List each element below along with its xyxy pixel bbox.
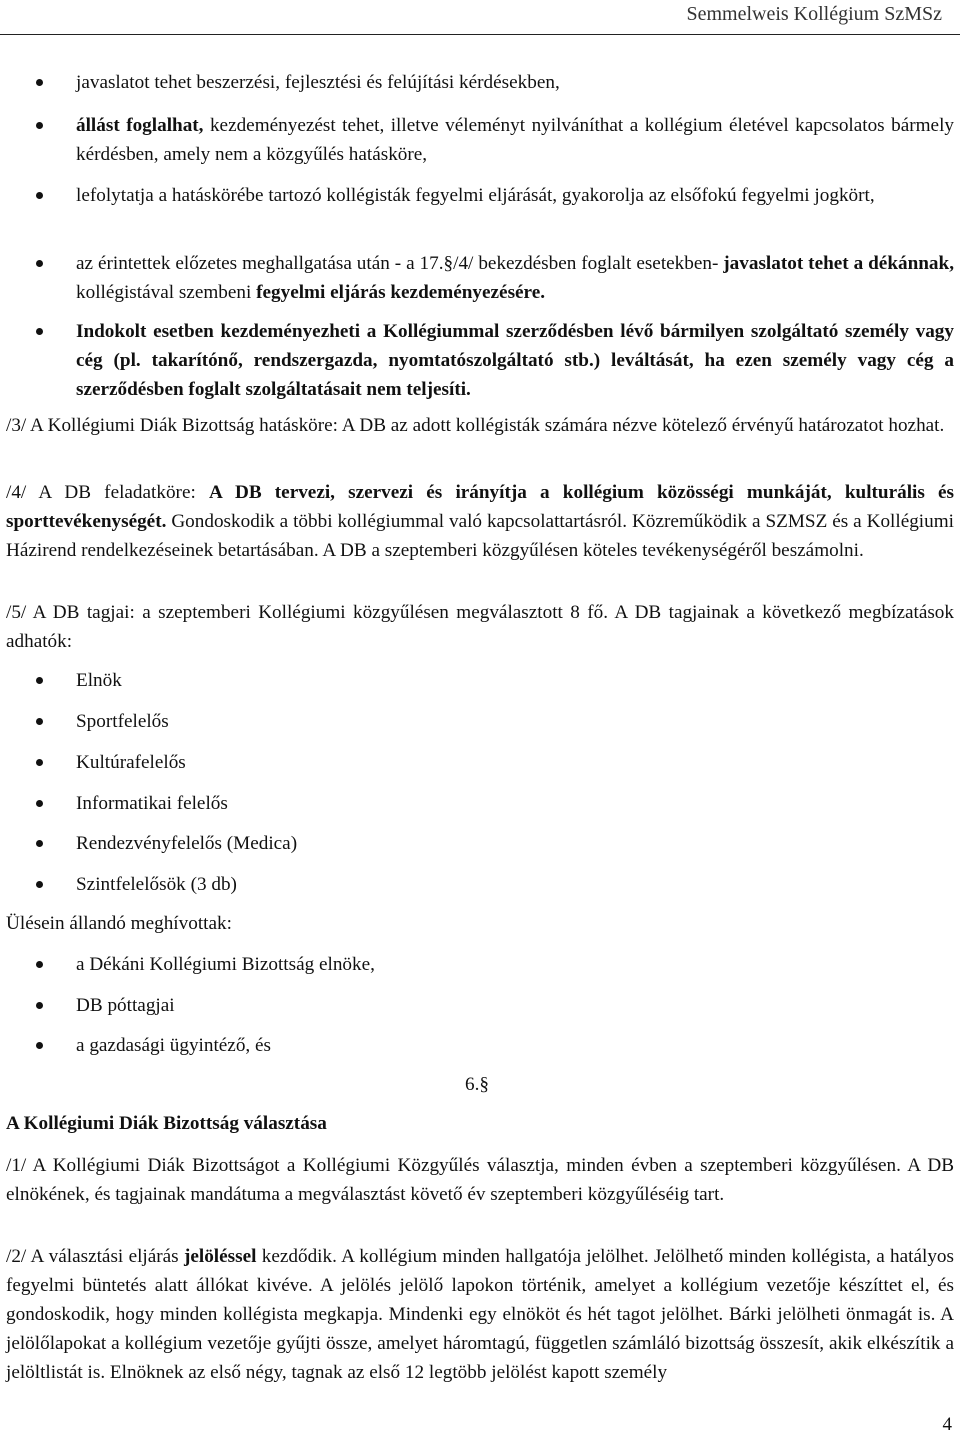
- section-number: 6.§: [465, 1074, 489, 1095]
- invitee-item: a gazdasági ügyintéző, és: [76, 1031, 271, 1060]
- section-6-paragraph-2: /2/ A választási eljárás jelöléssel kezdődik. A kollégium minden hallgatója jelölhet. Jelölhető minden kollégista, a hatályos fegyelmi büntetés alatt állókat kivéve. A jelölés jelölő lapokon történik, amelyet a kollégium vezetője készíttet el, és gondoskodik, hogy minden kollégista megkapja. Mindenki egy elnököt és hét tagot jelölhet. Bárki jelölheti önmagát is. A jelölőlapokat a kollégium vezetője gyűjti össze, amelyet háromtagú, független számláló bizottság összesít, akik elkészítik a jelöltlistát is. Elnöknek az első négy, tagnak az első 12 legtöbb jelölést kapott személy: [6, 1246, 954, 1383]
- role-item: Sportfelelős: [76, 707, 169, 736]
- role-item: Informatikai felelős: [76, 789, 228, 818]
- header-rule: [0, 34, 960, 35]
- section-6-paragraph-1: /1/ A Kollégiumi Diák Bizottságot a Kollégiumi Közgyűlés választja, minden évben a szeptemberi közgyűlésen. A DB elnökének, és tagjainak mandátuma a megválasztást követő év szeptemberi közgyűléséig tart.: [6, 1155, 954, 1205]
- role-item: Kultúrafelelős: [76, 748, 186, 777]
- paragraph-4: /4/ A DB feladatköre: A DB tervezi, szervezi és irányítja a kollégium közösségi munkáját, kulturális és sporttevékenységét. Gondoskodik a többi kollégiummal való kapcsolattartásról. Közreműködik a SZMSZ és a Kollégiumi Házirend rendelkezéseinek betartásában. A DB a szeptemberi közgyűlésen köteles tevékenységéről beszámolni.: [6, 482, 954, 561]
- invitee-item: a Dékáni Kollégiumi Bizottság elnöke,: [76, 950, 375, 979]
- bullet-item: lefolytatja a hatáskörébe tartozó kollégisták fegyelmi eljárását, gyakorolja az elsőfokú fegyelmi jogkört,: [76, 181, 954, 210]
- running-header: Semmelweis Kollégium SzMSz: [686, 3, 942, 25]
- role-item: Rendezvényfelelős (Medica): [76, 829, 297, 858]
- role-item: Szintfelelősök (3 db): [76, 870, 237, 899]
- page-number: 4: [942, 1414, 952, 1435]
- paragraph-5: /5/ A DB tagjai: a szeptemberi Kollégiumi közgyűlésen megválasztott 8 fő. A DB tagjainak a következő megbízatások adhatók:: [6, 602, 954, 652]
- paragraph-3: /3/ A Kollégiumi Diák Bizottság hatásköre: A DB az adott kollégisták számára nézve kötelező érvényű határozatot hozhat.: [6, 415, 945, 436]
- bullet-item: állást foglalhat, kezdeményezést tehet, illetve véleményt nyilváníthat a kollégium életével kapcsolatos bármely kérdésben, amely nem a közgyűlés hatásköre,: [76, 111, 954, 169]
- bullet-item: az érintettek előzetes meghallgatása után - a 17.§/4/ bekezdésben foglalt esetekben- javaslatot tehet a dékánnak, kollégistával szembeni fegyelmi eljárás kezdeményezésére.: [76, 249, 954, 307]
- section-title: A Kollégiumi Diák Bizottság választása: [6, 1113, 327, 1134]
- role-item: Elnök: [76, 666, 122, 695]
- bullet-item: javaslatot tehet beszerzési, fejlesztési és felújítási kérdésekben,: [76, 68, 954, 97]
- bullet-item: Indokolt esetben kezdeményezheti a Kollégiummal szerződésben lévő bármilyen szolgáltató személy vagy cég (pl. takarítónő, rendszergazda, nyomtatószolgáltató stb.) leváltását, ha ezen személy vagy cég a szerződésben foglalt szolgáltatásait nem teljesíti.: [76, 317, 954, 404]
- invitee-item: DB póttagjai: [76, 991, 175, 1020]
- invitees-heading: Ülésein állandó meghívottak:: [6, 913, 232, 934]
